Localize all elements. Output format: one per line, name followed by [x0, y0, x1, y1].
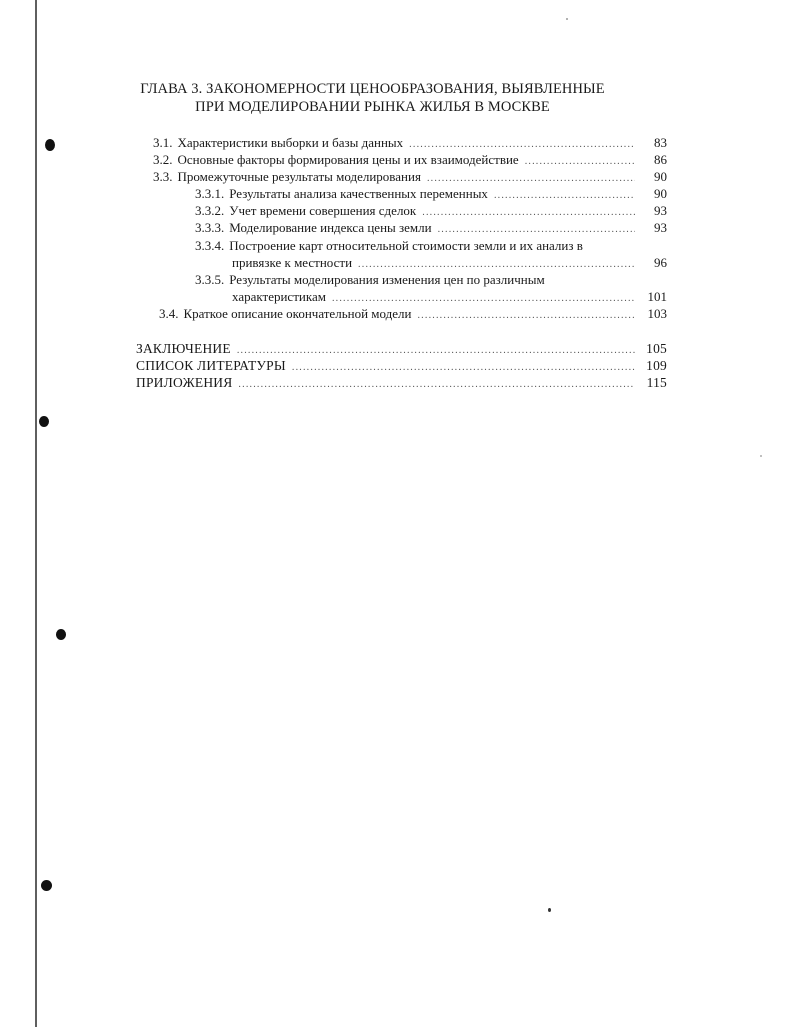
scan-speck: [566, 18, 568, 20]
toc-page-number: 109: [646, 358, 667, 373]
toc-title: Основные факторы формирования цены и их взаимодействие: [177, 152, 519, 167]
toc-page-number: 83: [654, 135, 667, 150]
toc-entry-appendices[interactable]: [136, 374, 667, 393]
toc-title-continued: привязке к местности: [232, 255, 353, 270]
toc-number: 3.3.3.: [195, 220, 225, 235]
toc-title-continued: характеристикам: [232, 289, 326, 304]
binder-hole-2: [39, 416, 49, 427]
toc-title: ПРИЛОЖЕНИЯ: [136, 375, 233, 390]
toc-title: Построение карт относительной стоимости земли и их анализ в: [229, 238, 583, 253]
toc-title: ЗАКЛЮЧЕНИЕ: [136, 341, 231, 356]
binder-hole-1: [45, 139, 55, 151]
toc-page-number: 105: [646, 341, 667, 356]
toc-page-number: 93: [654, 220, 667, 235]
toc-entry-3-3-4-line-1[interactable]: [195, 237, 583, 254]
toc-title: Характеристики выборки и базы данных: [177, 135, 404, 150]
toc-number: 3.3.1.: [195, 186, 225, 201]
toc-number: 3.3.: [153, 169, 173, 184]
toc-page-number: 96: [654, 255, 667, 270]
toc-title: Результаты анализа качественных переменных: [229, 186, 488, 201]
toc-title: Результаты моделирования изменения цен по различным: [229, 272, 545, 287]
toc-page-number: 101: [647, 289, 667, 304]
toc-page-number: 86: [654, 152, 667, 167]
toc-title: Краткое описание окончательной модели: [183, 306, 412, 321]
toc-leader-dots: [438, 221, 635, 238]
scan-speck: [760, 455, 762, 457]
binder-hole-3: [56, 629, 66, 640]
toc-page-number: 90: [654, 169, 667, 184]
toc-page-number: 103: [647, 306, 667, 321]
toc-entry-3-3-5-line-1[interactable]: [195, 271, 545, 288]
toc-entry-3-3-3[interactable]: [195, 219, 667, 238]
toc-page-number: 93: [654, 203, 667, 218]
toc-title: СПИСОК ЛИТЕРАТУРЫ: [136, 358, 286, 373]
toc-number: 3.3.2.: [195, 203, 225, 218]
scan-speck: [548, 908, 551, 912]
toc-title: Моделирование индекса цены земли: [229, 220, 432, 235]
toc-title: Промежуточные результаты моделирования: [177, 169, 421, 184]
toc-number: 3.4.: [159, 306, 179, 321]
toc-entry-3-4[interactable]: [159, 305, 667, 324]
toc-leader-dots: [417, 307, 635, 324]
toc-number: 3.3.5.: [195, 272, 225, 287]
toc-page-number: 115: [646, 375, 667, 390]
toc-number: 3.1.: [153, 135, 173, 150]
binder-hole-4: [41, 880, 52, 891]
chapter-title-line-1: ГЛАВА 3. ЗАКОНОМЕРНОСТИ ЦЕНООБРАЗОВАНИЯ, ВЫЯВЛЕННЫЕ: [140, 81, 605, 97]
toc-number: 3.3.4.: [195, 238, 225, 253]
toc-number: 3.2.: [153, 152, 173, 167]
toc-leader-dots: [238, 376, 635, 393]
chapter-title-line-2: ПРИ МОДЕЛИРОВАНИИ РЫНКА ЖИЛЬЯ В МОСКВЕ: [195, 99, 550, 115]
scan-edge-line: [35, 0, 37, 1027]
toc-title: Учет времени совершения сделок: [229, 203, 417, 218]
toc-page-number: 90: [654, 186, 667, 201]
